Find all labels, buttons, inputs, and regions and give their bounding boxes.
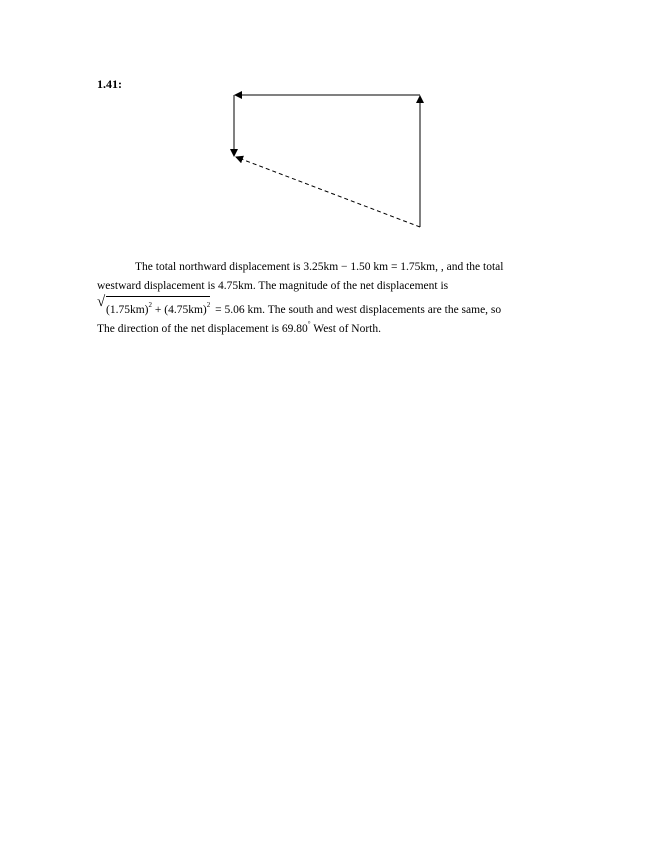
direction-angle: 69.80 [281,323,308,335]
westward-displacement-value: 4.75km [218,280,253,292]
displacement-diagram [225,85,430,235]
solution-line-3 [97,296,567,315]
term-north: (1.75km) [106,304,149,316]
solution-text [97,258,567,334]
solution-line-1 [97,258,567,277]
northward-displacement-equation: 3.25km − 1.50 km = 1.75km, [303,261,438,273]
net-displacement-vector [236,157,420,227]
degree-symbol: ° [307,320,311,328]
sqrt-sign-icon: √ [97,294,106,310]
line2-text-b: . The magnitude of the net displacement is [252,280,449,292]
line4-text-a: The direction of the net displacement is [97,323,282,335]
plus-sign: + [151,304,165,316]
problem-number: 1.41: [97,77,122,91]
exponent-west: 2 [206,301,211,309]
term-west: (4.75km) [164,304,207,316]
solution-line-2 [97,277,567,296]
line4-text-b: West of North. [310,323,382,335]
line1-text-b: , and the total [438,261,504,273]
sqrt-radicand [106,296,210,318]
line3-text: . The south and west displacements are the same, so [262,304,502,316]
line1-text-a: The total northward displacement is [135,261,304,273]
exponent-north: 2 [148,301,152,309]
magnitude-sqrt [97,296,210,320]
magnitude-result: = 5.06 km [212,304,263,316]
line2-text-a: westward displacement is [97,280,219,292]
